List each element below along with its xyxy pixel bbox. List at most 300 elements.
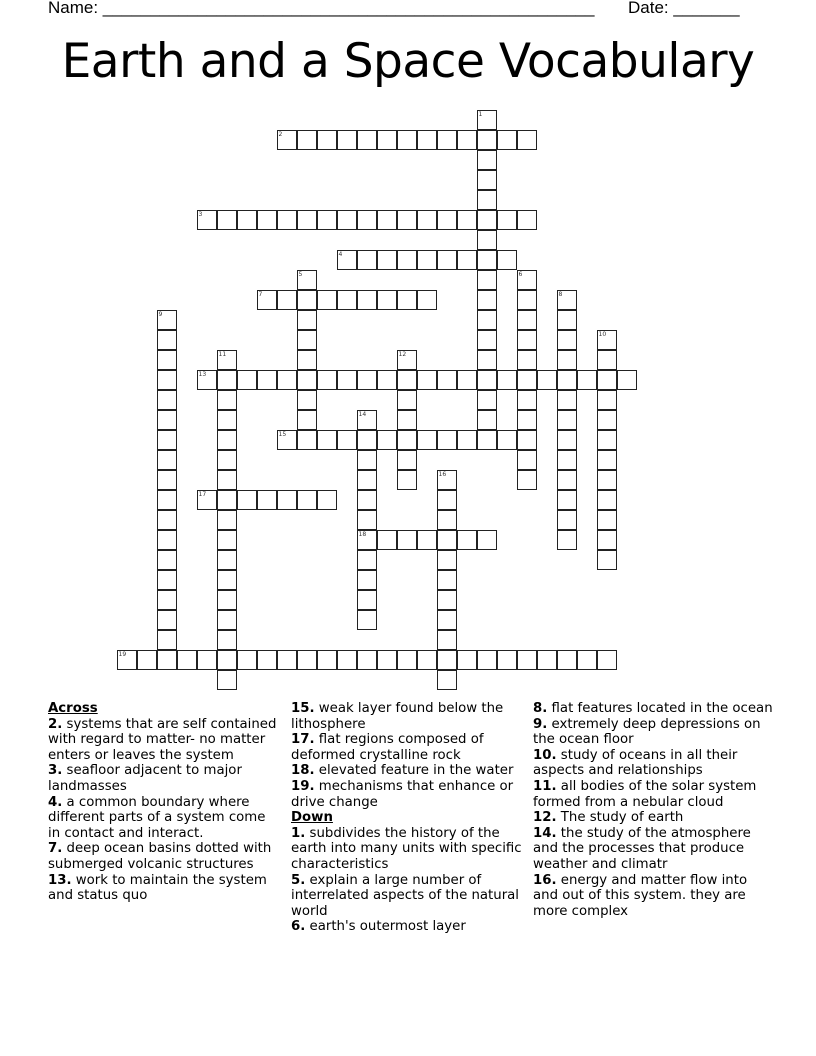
crossword-cell[interactable]: [437, 550, 457, 570]
crossword-cell[interactable]: [357, 570, 377, 590]
crossword-cell[interactable]: [257, 490, 277, 510]
clue-across-4: [48, 795, 280, 842]
crossword-cell[interactable]: [617, 370, 637, 390]
crossword-cell[interactable]: [417, 430, 437, 450]
crossword-cell[interactable]: [317, 290, 337, 310]
crossword-cell[interactable]: [397, 530, 417, 550]
crossword-cell[interactable]: [217, 430, 237, 450]
crossword-cell[interactable]: [497, 130, 517, 150]
crossword-cell[interactable]: [477, 290, 497, 310]
clue-number: 10.: [533, 747, 557, 763]
crossword-cell[interactable]: [197, 370, 217, 390]
crossword-cell[interactable]: [157, 550, 177, 570]
crossword-cell[interactable]: [517, 130, 537, 150]
crossword-cell[interactable]: [157, 370, 177, 390]
crossword-cell[interactable]: [217, 570, 237, 590]
crossword-cell[interactable]: [337, 210, 357, 230]
crossword-cell[interactable]: [437, 670, 457, 690]
clue-text: all bodies of the solar system formed from a nebular cloud: [533, 778, 757, 810]
cell-number: 4: [338, 250, 343, 258]
crossword-cell[interactable]: [397, 390, 417, 410]
crossword-cell[interactable]: [597, 410, 617, 430]
cell-number: 11: [218, 350, 227, 358]
crossword-cell[interactable]: [557, 530, 577, 550]
crossword-cell[interactable]: [437, 430, 457, 450]
clue-text: systems that are self contained with regard to matter- no matter enters or leaves the system: [48, 716, 277, 763]
crossword-cell[interactable]: [477, 230, 497, 250]
crossword-cell[interactable]: [217, 610, 237, 630]
crossword-cell[interactable]: [557, 290, 577, 310]
cell-number: 16: [438, 470, 447, 478]
crossword-cell[interactable]: [217, 390, 237, 410]
clue-text: earth's outermost layer: [309, 919, 466, 935]
crossword-cell[interactable]: [297, 210, 317, 230]
crossword-cell[interactable]: [517, 650, 537, 670]
crossword-cell[interactable]: [437, 650, 457, 670]
crossword-cell[interactable]: [437, 630, 457, 650]
crossword-cell[interactable]: [557, 650, 577, 670]
crossword-cell[interactable]: [397, 470, 417, 490]
crossword-cell[interactable]: [357, 510, 377, 530]
crossword-cell[interactable]: [457, 430, 477, 450]
crossword-cell[interactable]: [517, 470, 537, 490]
cell-number: 10: [598, 330, 607, 338]
crossword-cell[interactable]: [517, 350, 537, 370]
crossword-cell[interactable]: [437, 470, 457, 490]
crossword-cell[interactable]: [157, 310, 177, 330]
clue-number: 8.: [533, 701, 548, 716]
crossword-cell[interactable]: [397, 650, 417, 670]
crossword-cell[interactable]: [197, 490, 217, 510]
crossword-cell[interactable]: [157, 350, 177, 370]
clue-text: deep ocean basins dotted with submerged volcanic structures: [48, 841, 272, 872]
clue-across-2: [48, 717, 280, 764]
crossword-cell[interactable]: [297, 650, 317, 670]
clue-across-19: [291, 779, 523, 810]
crossword-cell[interactable]: [597, 470, 617, 490]
crossword-cell[interactable]: [217, 670, 237, 690]
clue-number: 19.: [291, 778, 315, 794]
crossword-cell[interactable]: [277, 290, 297, 310]
cell-number: 8: [558, 290, 563, 298]
cell-number: 14: [358, 410, 367, 418]
crossword-cell[interactable]: [137, 650, 157, 670]
crossword-cell[interactable]: [397, 210, 417, 230]
crossword-cell[interactable]: [157, 390, 177, 410]
cell-number: 5: [298, 270, 303, 278]
crossword-cell[interactable]: [517, 390, 537, 410]
crossword-cell[interactable]: [157, 650, 177, 670]
clue-text: work to maintain the system and status quo: [48, 872, 267, 904]
crossword-cell[interactable]: [457, 210, 477, 230]
crossword-cell[interactable]: [397, 450, 417, 470]
crossword-cell[interactable]: [157, 570, 177, 590]
crossword-cell[interactable]: [317, 130, 337, 150]
crossword-cell[interactable]: [217, 490, 237, 510]
crossword-cell[interactable]: [217, 630, 237, 650]
crossword-cell[interactable]: [477, 110, 497, 130]
crossword-cell[interactable]: [257, 650, 277, 670]
clue-text: a common boundary where different parts of a system come in contact and interact.: [48, 794, 266, 841]
clue-number: 16.: [533, 872, 557, 888]
crossword-cell[interactable]: [357, 430, 377, 450]
crossword-cell[interactable]: [517, 290, 537, 310]
clue-number: 13.: [48, 872, 72, 888]
crossword-cell[interactable]: [437, 210, 457, 230]
crossword-cell[interactable]: [457, 130, 477, 150]
crossword-cell[interactable]: [477, 390, 497, 410]
crossword-cell[interactable]: [497, 650, 517, 670]
crossword-cell[interactable]: [397, 130, 417, 150]
crossword-cell[interactable]: [257, 370, 277, 390]
crossword-cell[interactable]: [397, 250, 417, 270]
crossword-cell[interactable]: [597, 450, 617, 470]
crossword-cell[interactable]: [457, 370, 477, 390]
crossword-cell[interactable]: [597, 650, 617, 670]
crossword-cell[interactable]: [297, 310, 317, 330]
crossword-cell[interactable]: [337, 290, 357, 310]
crossword-cell[interactable]: [357, 290, 377, 310]
crossword-cell[interactable]: [397, 410, 417, 430]
crossword-cell[interactable]: [417, 650, 437, 670]
clue-text: The study of earth: [560, 810, 684, 826]
clue-across-7: [48, 841, 280, 872]
crossword-cell[interactable]: [217, 450, 237, 470]
crossword-cell[interactable]: [497, 210, 517, 230]
clue-text: subdivides the history of the earth into many units with specific characteristics: [291, 825, 522, 872]
crossword-cell[interactable]: [477, 330, 497, 350]
crossword-cell[interactable]: [417, 130, 437, 150]
crossword-cell[interactable]: [357, 370, 377, 390]
crossword-cell[interactable]: [337, 370, 357, 390]
crossword-cell[interactable]: [477, 430, 497, 450]
clue-text: flat features located in the ocean: [551, 701, 773, 716]
crossword-cell[interactable]: [157, 470, 177, 490]
clue-number: 14.: [533, 825, 557, 841]
crossword-cell[interactable]: [297, 290, 317, 310]
crossword-cell[interactable]: [517, 450, 537, 470]
crossword-cell[interactable]: [377, 250, 397, 270]
crossword-cell[interactable]: [157, 510, 177, 530]
crossword-cell[interactable]: [217, 410, 237, 430]
crossword-cell[interactable]: [337, 650, 357, 670]
crossword-cell[interactable]: [157, 630, 177, 650]
crossword-cell[interactable]: [317, 210, 337, 230]
crossword-cell[interactable]: [537, 650, 557, 670]
crossword-cell[interactable]: [557, 390, 577, 410]
crossword-cell[interactable]: [357, 590, 377, 610]
crossword-cell[interactable]: [217, 510, 237, 530]
crossword-cell[interactable]: [537, 370, 557, 390]
crossword-cell[interactable]: [317, 430, 337, 450]
crossword-cell[interactable]: [337, 130, 357, 150]
crossword-cell[interactable]: [437, 250, 457, 270]
cell-number: 13: [198, 370, 207, 378]
crossword-cell[interactable]: [217, 210, 237, 230]
crossword-cell[interactable]: [477, 650, 497, 670]
crossword-cell[interactable]: [477, 530, 497, 550]
clue-number: 1.: [291, 825, 306, 841]
cell-number: 15: [278, 430, 287, 438]
crossword-cell[interactable]: [557, 310, 577, 330]
crossword-cell[interactable]: [397, 290, 417, 310]
crossword-cell[interactable]: [297, 130, 317, 150]
crossword-cell[interactable]: [257, 210, 277, 230]
clue-text: explain a large number of interrelated aspects of the natural world: [291, 872, 520, 919]
crossword-cell[interactable]: [557, 470, 577, 490]
crossword-cell[interactable]: [217, 350, 237, 370]
crossword-cell[interactable]: [357, 610, 377, 630]
crossword-cell[interactable]: [297, 410, 317, 430]
cell-number: 7: [258, 290, 263, 298]
crossword-cell[interactable]: [437, 510, 457, 530]
across-heading: Across: [48, 701, 98, 716]
clue-down-9: [533, 717, 773, 748]
crossword-cell[interactable]: [597, 490, 617, 510]
crossword-cell[interactable]: [557, 350, 577, 370]
crossword-cell[interactable]: [157, 490, 177, 510]
clues-column-2: [291, 701, 523, 935]
crossword-cell[interactable]: [357, 490, 377, 510]
crossword-cell[interactable]: [397, 430, 417, 450]
crossword-cell[interactable]: [557, 370, 577, 390]
cell-number: 19: [118, 650, 127, 658]
crossword-cell[interactable]: [597, 510, 617, 530]
crossword-cell[interactable]: [517, 430, 537, 450]
crossword-cell[interactable]: [277, 490, 297, 510]
crossword-cell[interactable]: [297, 350, 317, 370]
clue-number: 7.: [48, 841, 63, 857]
crossword-cell[interactable]: [297, 330, 317, 350]
crossword-cell[interactable]: [197, 650, 217, 670]
crossword-cell[interactable]: [377, 650, 397, 670]
crossword-cell[interactable]: [477, 130, 497, 150]
cell-number: 12: [398, 350, 407, 358]
cell-number: 9: [158, 310, 163, 318]
crossword-cell[interactable]: [597, 550, 617, 570]
crossword-cell[interactable]: [357, 650, 377, 670]
clue-text: flat regions composed of deformed crystalline rock: [291, 732, 484, 763]
crossword-cell[interactable]: [377, 130, 397, 150]
crossword-cell[interactable]: [517, 270, 537, 290]
clue-text: the study of the atmosphere and the processes that produce weather and climatr: [533, 825, 751, 872]
crossword-cell[interactable]: [357, 470, 377, 490]
crossword-cell[interactable]: [497, 250, 517, 270]
crossword-cell[interactable]: [157, 410, 177, 430]
crossword-cell[interactable]: [597, 350, 617, 370]
date-field-label: Date: _______: [628, 0, 740, 17]
crossword-cell[interactable]: [417, 290, 437, 310]
clue-down-8: [533, 701, 773, 717]
clues-column-3: [533, 701, 773, 919]
cell-number: 1: [478, 110, 483, 118]
clue-text: study of oceans in all their aspects and relationships: [533, 747, 738, 779]
crossword-cell[interactable]: [597, 330, 617, 350]
crossword-cell[interactable]: [397, 350, 417, 370]
crossword-cell[interactable]: [277, 130, 297, 150]
crossword-cell[interactable]: [597, 530, 617, 550]
crossword-cell[interactable]: [357, 250, 377, 270]
crossword-cell[interactable]: [437, 490, 457, 510]
crossword-cell[interactable]: [557, 490, 577, 510]
crossword-cell[interactable]: [497, 370, 517, 390]
crossword-cell[interactable]: [457, 650, 477, 670]
crossword-cell[interactable]: [157, 330, 177, 350]
crossword-cell[interactable]: [417, 250, 437, 270]
crossword-cell[interactable]: [557, 450, 577, 470]
clue-down-11: [533, 779, 773, 810]
crossword-cell[interactable]: [477, 170, 497, 190]
crossword-cell[interactable]: [417, 210, 437, 230]
clue-down-10: [533, 748, 773, 779]
clue-across-18: [291, 763, 523, 779]
crossword-cell[interactable]: [277, 650, 297, 670]
crossword-cell[interactable]: [237, 490, 257, 510]
crossword-cell[interactable]: [157, 530, 177, 550]
crossword-cell[interactable]: [577, 650, 597, 670]
clue-text: energy and matter flow into and out of this system. they are more complex: [533, 872, 748, 919]
crossword-cell[interactable]: [217, 470, 237, 490]
crossword-cell[interactable]: [477, 210, 497, 230]
clue-down-12: [533, 810, 773, 826]
crossword-cell[interactable]: [377, 430, 397, 450]
crossword-cell[interactable]: [517, 410, 537, 430]
clue-number: 5.: [291, 872, 306, 888]
crossword-cell[interactable]: [237, 210, 257, 230]
crossword-cell[interactable]: [357, 550, 377, 570]
crossword-cell[interactable]: [277, 370, 297, 390]
crossword-cell[interactable]: [597, 390, 617, 410]
crossword-cell[interactable]: [477, 370, 497, 390]
crossword-cell[interactable]: [297, 430, 317, 450]
clue-number: 11.: [533, 778, 557, 794]
crossword-cell[interactable]: [477, 270, 497, 290]
clue-number: 9.: [533, 716, 548, 732]
crossword-cell[interactable]: [317, 650, 337, 670]
crossword-cell[interactable]: [557, 430, 577, 450]
crossword-cell[interactable]: [257, 290, 277, 310]
crossword-cell[interactable]: [517, 370, 537, 390]
clue-down-14: [533, 826, 773, 873]
crossword-cell[interactable]: [237, 370, 257, 390]
page-title: Earth and a Space Vocabulary: [61, 34, 755, 89]
crossword-cell[interactable]: [377, 290, 397, 310]
clue-number: 6.: [291, 919, 306, 935]
crossword-cell[interactable]: [217, 530, 237, 550]
clue-text: seafloor adjacent to major landmasses: [48, 763, 242, 794]
clue-number: 3.: [48, 763, 63, 779]
clue-number: 2.: [48, 716, 63, 732]
crossword-cell[interactable]: [417, 530, 437, 550]
crossword-cell[interactable]: [357, 410, 377, 430]
crossword-cell[interactable]: [437, 590, 457, 610]
crossword-cell[interactable]: [517, 330, 537, 350]
crossword-cell[interactable]: [357, 530, 377, 550]
crossword-cell[interactable]: [557, 510, 577, 530]
cell-number: 18: [358, 530, 367, 538]
clue-across-17: [291, 732, 523, 763]
crossword-cell[interactable]: [157, 430, 177, 450]
crossword-cell[interactable]: [517, 210, 537, 230]
crossword-cell[interactable]: [217, 650, 237, 670]
crossword-cell[interactable]: [377, 370, 397, 390]
clue-text: mechanisms that enhance or drive change: [291, 778, 514, 810]
clue-text: elevated feature in the water: [318, 763, 514, 779]
crossword-cell[interactable]: [237, 650, 257, 670]
crossword-cell[interactable]: [317, 370, 337, 390]
crossword-cell[interactable]: [117, 650, 137, 670]
clue-down-16: [533, 873, 773, 920]
crossword-cell[interactable]: [317, 490, 337, 510]
crossword-cell[interactable]: [477, 250, 497, 270]
crossword-cell[interactable]: [297, 490, 317, 510]
crossword-cell[interactable]: [437, 610, 457, 630]
crossword-cell[interactable]: [157, 450, 177, 470]
cell-number: 3: [198, 210, 203, 218]
crossword-cell[interactable]: [477, 350, 497, 370]
crossword-cell[interactable]: [477, 150, 497, 170]
crossword-cell[interactable]: [337, 430, 357, 450]
crossword-cell[interactable]: [277, 430, 297, 450]
crossword-cell[interactable]: [377, 530, 397, 550]
crossword-cell[interactable]: [417, 370, 437, 390]
crossword-cell[interactable]: [357, 210, 377, 230]
crossword-cell[interactable]: [437, 130, 457, 150]
crossword-cell[interactable]: [437, 370, 457, 390]
cell-number: 6: [518, 270, 523, 278]
crossword-cell[interactable]: [497, 430, 517, 450]
crossword-cell[interactable]: [457, 530, 477, 550]
crossword-cell[interactable]: [177, 650, 197, 670]
crossword-cell[interactable]: [577, 370, 597, 390]
crossword-cell[interactable]: [457, 250, 477, 270]
crossword-cell[interactable]: [197, 210, 217, 230]
crossword-cell[interactable]: [217, 370, 237, 390]
down-heading: Down: [291, 810, 333, 826]
crossword-cell[interactable]: [397, 370, 417, 390]
crossword-cell[interactable]: [277, 210, 297, 230]
clue-text: extremely deep depressions on the ocean floor: [533, 716, 761, 748]
crossword-cell[interactable]: [557, 330, 577, 350]
name-field-label: Name: ____________________________________________________: [48, 0, 595, 17]
crossword-cell[interactable]: [217, 550, 237, 570]
clue-number: 17.: [291, 732, 315, 748]
crossword-cell[interactable]: [517, 310, 537, 330]
crossword-cell[interactable]: [337, 250, 357, 270]
crossword-cell[interactable]: [297, 370, 317, 390]
crossword-cell[interactable]: [357, 130, 377, 150]
cell-number: 17: [198, 490, 207, 498]
crossword-cell[interactable]: [437, 570, 457, 590]
crossword-cell[interactable]: [477, 310, 497, 330]
crossword-cell[interactable]: [477, 410, 497, 430]
crossword-cell[interactable]: [597, 370, 617, 390]
crossword-cell[interactable]: [597, 430, 617, 450]
crossword-cell[interactable]: [477, 190, 497, 210]
cell-number: 2: [278, 130, 283, 138]
crossword-cell[interactable]: [157, 590, 177, 610]
crossword-cell[interactable]: [437, 530, 457, 550]
clue-text: weak layer found below the lithosphere: [291, 701, 504, 732]
crossword-cell[interactable]: [357, 450, 377, 470]
clue-across-15: [291, 701, 523, 732]
crossword-cell[interactable]: [297, 270, 317, 290]
crossword-cell[interactable]: [297, 390, 317, 410]
crossword-cell[interactable]: [557, 410, 577, 430]
crossword-cell[interactable]: [217, 590, 237, 610]
crossword-cell[interactable]: [377, 210, 397, 230]
crossword-cell[interactable]: [157, 610, 177, 630]
